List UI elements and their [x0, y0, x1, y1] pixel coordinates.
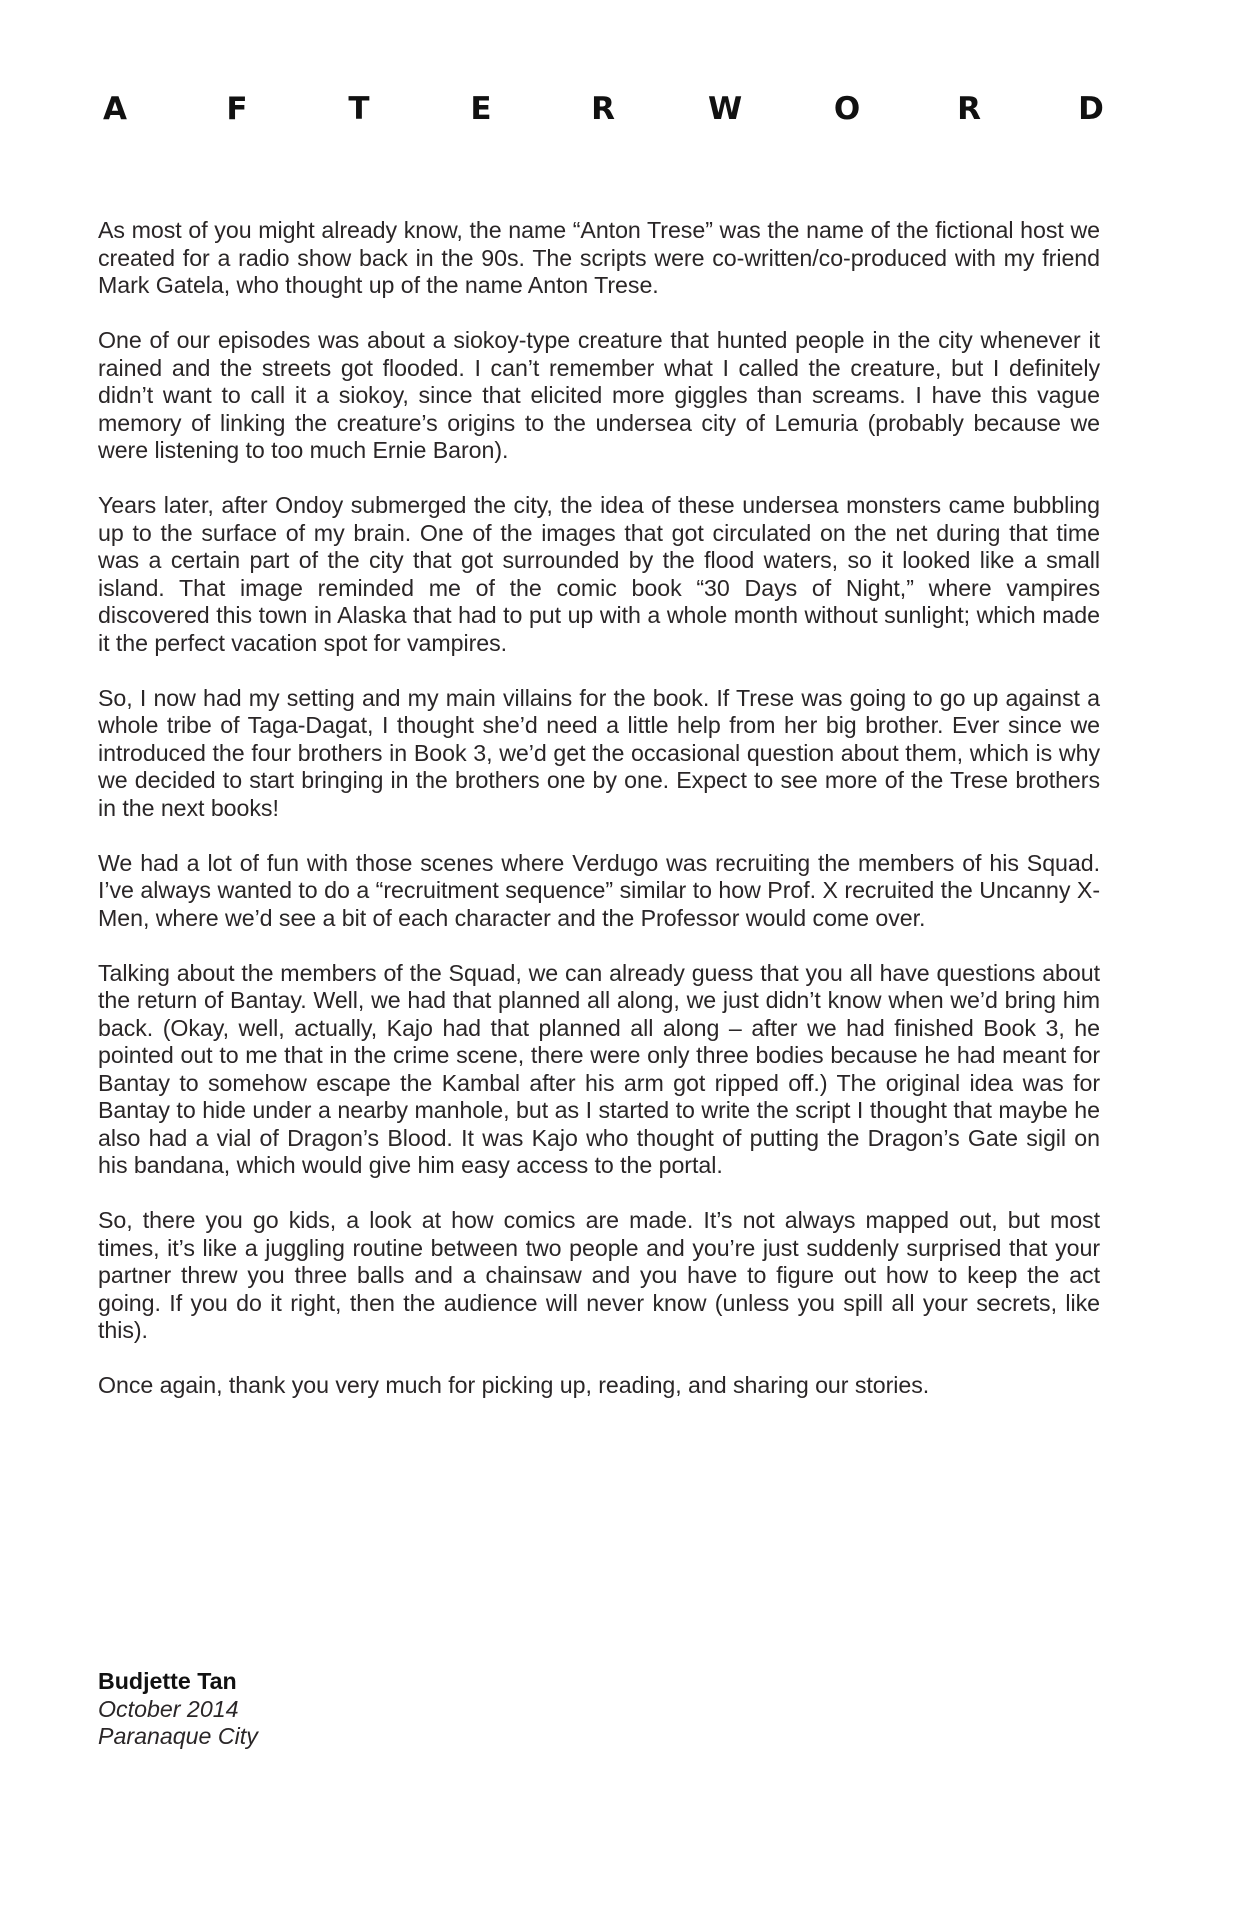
title-letter: R: [591, 91, 615, 127]
paragraph-ondoy-inspiration: Years later, after Ondoy submerged the city, the idea of these undersea monsters came bubbling up to the surface of my brain. One of the images that got circulated on the net during that time was a certain part of the city that got surrounded by the flood waters, so it looked like a small island. That image reminded me of the comic book “30 Days of Night,” where vampires discovered this town in Alaska that had to put up with a whole month without sunlight; which made it the perfect vacation spot for vampires.: [98, 492, 1100, 656]
paragraph-thank-you: Once again, thank you very much for picking up, reading, and sharing our stories.: [98, 1372, 930, 1398]
paragraph-return-of-bantay: Talking about the members of the Squad, we can already guess that you all have questions about the return of Bantay. Well, we had that planned all along, we just didn’t know when we’d bring him back. (Okay, well, actually, Kajo had that planned all along – after we had finished Book 3, he pointed out to me that in the crime scene, there were only three bodies because he had meant for Bantay to somehow escape the Kambal after his arm got ripped off.) The original idea was for Bantay to hide under a nearby manhole, but as I started to write the script I thought that maybe he also had a vial of Dragon’s Blood. It was Kajo who thought of putting the Dragon’s Gate sigil on his bandana, which would give him easy access to the portal.: [98, 959, 1100, 1178]
paragraph-recruitment-sequence: We had a lot of fun with those scenes where Verdugo was recruiting the members of his Squad. I’ve always wanted to do a “recruitment sequence” similar to how Prof. X recruited the Uncanny X-Men, where we’d see a bit of each character and the Professor would come over.: [98, 849, 1100, 931]
page-title: [98, 88, 1108, 130]
title-letter: T: [348, 91, 370, 127]
title-letter: F: [226, 91, 248, 127]
title-letter: E: [470, 91, 492, 127]
body-text: [98, 217, 1100, 1400]
signature-date: October 2014: [98, 1695, 239, 1722]
paragraph-anton-trese-origin: As most of you might already know, the name “Anton Trese” was the name of the fictional host we created for a radio show back in the 90s. The scripts were co-written/co-produced with my friend Mark Gatela, who thought up of the name Anton Trese.: [98, 217, 1100, 298]
title-letter: R: [957, 91, 981, 127]
paragraph-siokoy-episode: One of our episodes was about a siokoy-type creature that hunted people in the city whenever it rained and the streets got flooded. I can’t remember what I called the creature, but I definitely didn’t want to call it a siokoy, since that elicited more giggles than screams. I have this vague memory of linking the creature’s origins to the undersea city of Lemuria (probably because we were listening to too much Ernie Baron).: [98, 327, 1100, 463]
signature-block: [98, 1668, 698, 1751]
author-name: Budjette Tan: [98, 1668, 237, 1694]
title-letter: A: [103, 91, 127, 127]
title-letter: D: [1078, 91, 1104, 127]
paragraph-setting-and-villains: So, I now had my setting and my main villains for the book. If Trese was going to go up against a whole tribe of Taga-Dagat, I thought she’d need a little help from her big brother. Ever since we introduced the four brothers in Book 3, we’d get the occasional question about them, which is why we decided to start bringing in the brothers one by one. Expect to see more of the Trese brothers in the next books!: [98, 684, 1100, 821]
title-letter: O: [833, 91, 861, 127]
paragraph-how-comics-are-made: So, there you go kids, a look at how comics are made. It’s not always mapped out, but most times, it’s like a juggling routine between two people and you’re just suddenly surprised that your partner threw you three balls and a chainsaw and you have to figure out how to keep the act going. If you do it right, then the audience will never know (unless you spill all your secrets, like this).: [98, 1207, 1100, 1343]
title-letter: W: [708, 91, 743, 127]
signature-place: Paranaque City: [98, 1723, 258, 1749]
